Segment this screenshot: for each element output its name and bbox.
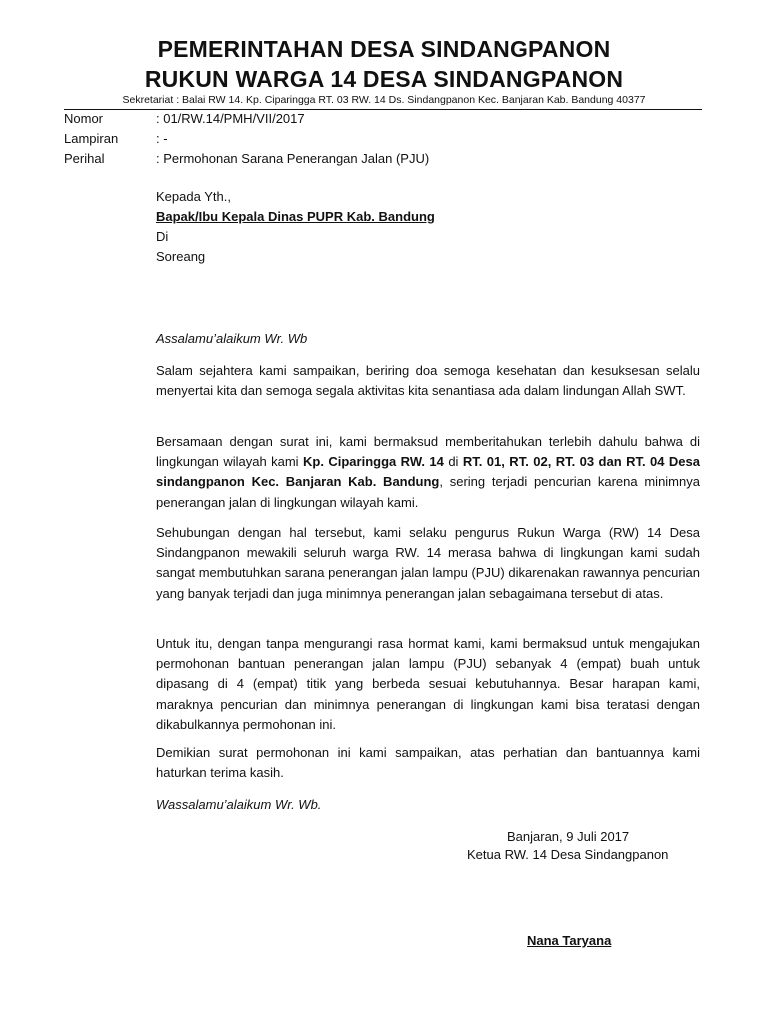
recipient-name: Bapak/Ibu Kepala Dinas PUPR Kab. Bandung — [156, 209, 435, 224]
letterhead-title: PEMERINTAHAN DESA SINDANGPANON — [157, 36, 611, 62]
signature-position: Ketua RW. 14 Desa Sindangpanon — [467, 847, 669, 862]
paragraph-text: , sering terjadi pencurian karena minimnya penerangan jalan di lingkungan wilayah kami. — [156, 474, 700, 510]
meta-value: : Permohonan Sarana Penerangan Jalan (PJU) — [156, 151, 430, 166]
letterhead-address: Sekretariat : Balai RW 14. Kp. Ciparingga RT. 03 RW. 14 Ds. Sindangpanon Kec. Banjaran Kab. Bandung 40377 — [122, 94, 646, 106]
signature-name: Nana Taryana — [527, 933, 612, 948]
paragraph-bold-text: Kp. Ciparingga RW. 14 — [302, 454, 444, 470]
recipient-di: Di — [156, 229, 169, 244]
letterhead-subtitle: RUKUN WARGA 14 DESA SINDANGPANON — [144, 66, 624, 92]
recipient-place: Soreang — [156, 249, 206, 264]
paragraph-text: di — [443, 454, 463, 470]
paragraph-bold-text: RT. 01, RT. 02, RT. 03 dan RT. 04 Desa sindangpanon Kec. Banjaran Kab. Bandung — [156, 454, 700, 490]
paragraph-text: Bersamaan dengan surat ini, kami bermaksud memberitahukan terlebih dahulu bahwa di lingkungan wilayah kami — [156, 434, 700, 470]
closing-salutation: Wassalamu’alaikum Wr. Wb. — [156, 797, 322, 812]
paragraph-greeting: Salam sejahtera kami sampaikan, beriring doa semoga kesehatan dan kesuksesan selalu menyertai kita dan semoga segala aktivitas kita senantiasa ada dalam lindungan Allah SWT. — [156, 363, 700, 399]
meta-label: Lampiran — [64, 131, 119, 146]
paragraph-reason: Sehubungan dengan hal tersebut, kami selaku pengurus Rukun Warga (RW) 14 Desa Sindangpanon mewakili seluruh warga RW. 14 merasa bahwa di lingkungan kami sudah sangat membutuhkan sarana penerangan jalan lampu (PJU) dikarenakan rawannya pencurian yang banyak terjadi dan juga minimnya penerangan jalan sebagaimana tersebut di atas. — [156, 525, 700, 601]
meta-label: Nomor — [64, 111, 104, 126]
paragraph-notice — [156, 432, 700, 513]
recipient-greeting: Kepada Yth., — [156, 189, 231, 204]
meta-value: : - — [156, 131, 168, 146]
meta-value: : 01/RW.14/PMH/VII/2017 — [156, 111, 305, 126]
opening-salutation: Assalamu’alaikum Wr. Wb — [156, 331, 308, 346]
signature-place-date: Banjaran, 9 Juli 2017 — [507, 829, 630, 844]
paragraph-request: Untuk itu, dengan tanpa mengurangi rasa hormat kami, kami bermaksud untuk mengajukan permohonan bantuan penerangan jalan lampu (PJU) sebanyak 4 (empat) buah untuk dipasang di 4 (empat) titik yang berbeda sesuai kebutuhannya. Besar harapan kami, maraknya pencurian dan minimnya penerangan di lingkungan kami bisa teratasi dengan dikabulkannya permohonan ini. — [156, 636, 700, 732]
paragraph-closing: Demikian surat permohonan ini kami sampaikan, atas perhatian dan bantuannya kami haturkan terima kasih. — [156, 745, 700, 781]
meta-label: Perihal — [64, 151, 105, 166]
